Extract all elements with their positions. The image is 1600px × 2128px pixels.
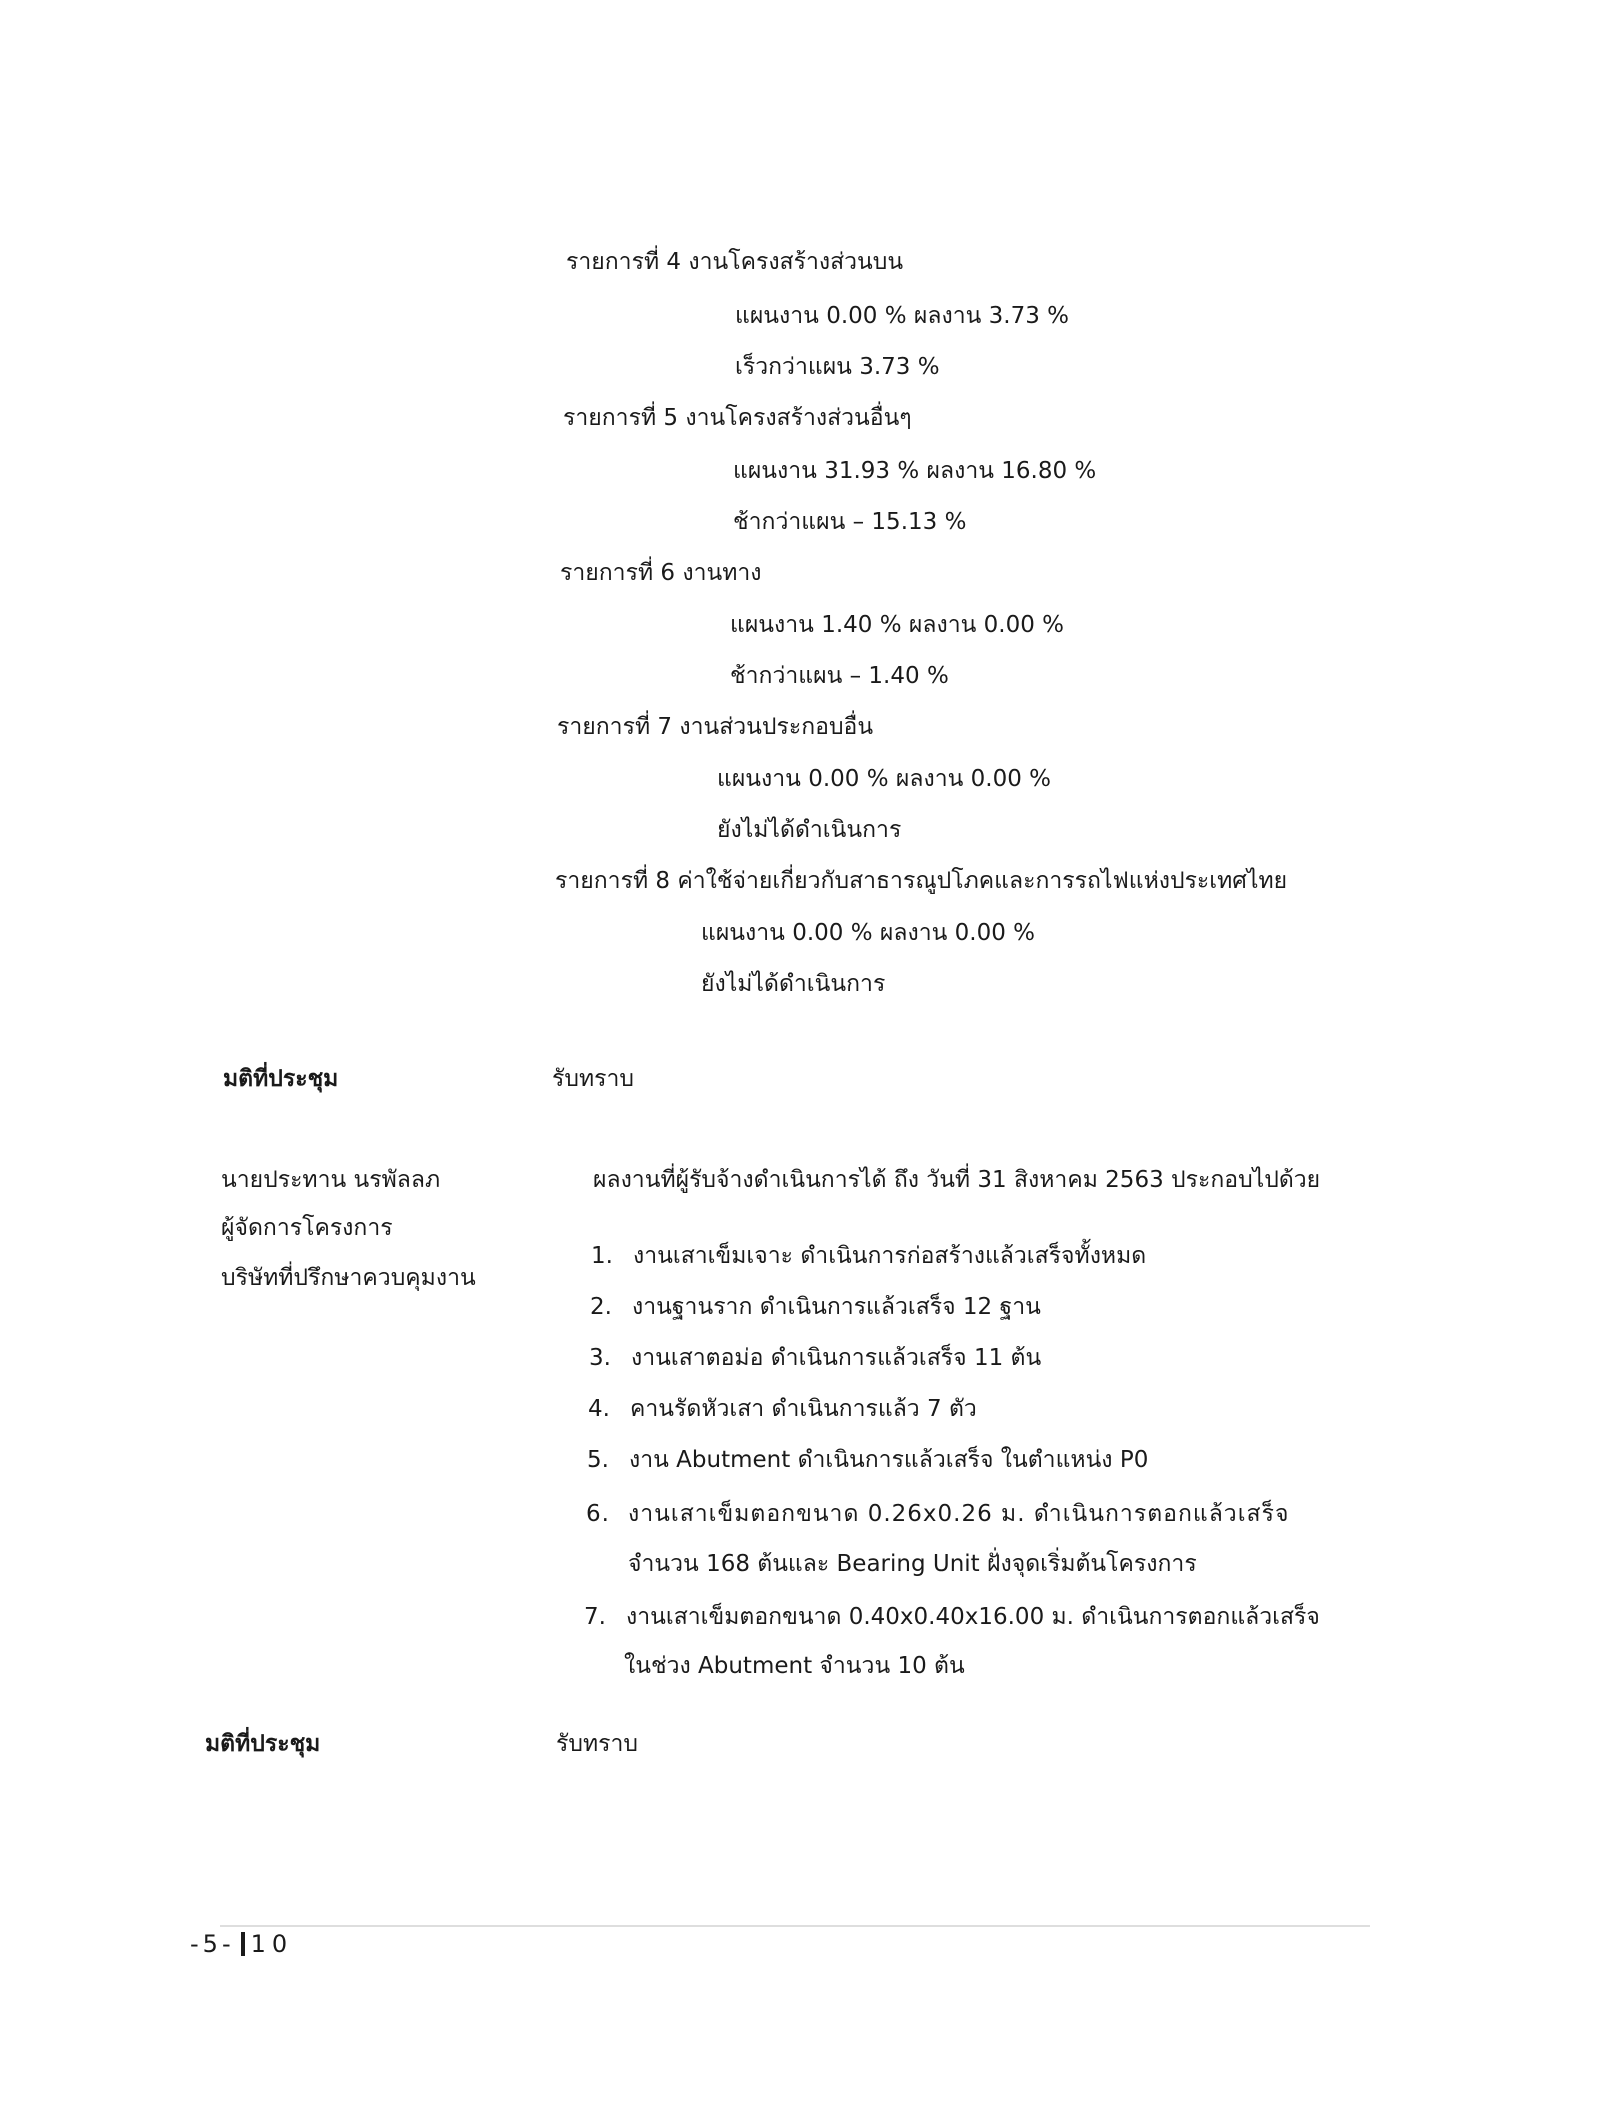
footer-divider [220, 1925, 1370, 1927]
list-item: งานเสาตอม่อ ดำเนินการแล้วเสร็จ 11 ต้น [631, 1345, 1042, 1371]
item-5-status: ช้ากว่าแผน – 15.13 % [733, 509, 967, 535]
item-6-heading: รายการที่ 6 งานทาง [560, 560, 762, 586]
page-total: 10 [250, 1930, 294, 1958]
item-4-status: เร็วกว่าแผน 3.73 % [735, 354, 940, 380]
list-item: คานรัดหัวเสา ดำเนินการแล้ว 7 ตัว [630, 1396, 977, 1422]
list-item: งาน Abutment ดำเนินการแล้วเสร็จ ในตำแหน่ง P0 [629, 1447, 1149, 1473]
resolution-label: มติที่ประชุม [223, 1066, 339, 1092]
list-item-continuation: จำนวน 168 ต้นและ Bearing Unit ฝั่งจุดเริ่มต้นโครงการ [628, 1551, 1197, 1577]
list-item: งานเสาเข็มตอกขนาด 0.26x0.26 ม. ดำเนินการตอกแล้วเสร็จ [628, 1501, 1290, 1527]
speaker-name: นายประทาน นรพัลลภ [221, 1167, 441, 1193]
item-8-heading: รายการที่ 8 ค่าใช้จ่ายเกี่ยวกับสาธารณูปโภคและการรถไฟแห่งประเทศไทย [555, 868, 1288, 894]
list-item: งานฐานราก ดำเนินการแล้วเสร็จ 12 ฐาน [632, 1294, 1041, 1320]
list-item-number: 7. [584, 1604, 606, 1630]
item-7-heading: รายการที่ 7 งานส่วนประกอบอื่น [557, 714, 874, 740]
list-item-number: 5. [587, 1447, 609, 1473]
item-5-heading: รายการที่ 5 งานโครงสร้างส่วนอื่นๆ [563, 405, 912, 431]
speaker-position: ผู้จัดการโครงการ [221, 1215, 393, 1241]
resolution-value: รับทราบ [552, 1066, 634, 1092]
speaker-company: บริษัทที่ปรึกษาควบคุมงาน [221, 1265, 476, 1291]
list-item-number: 1. [591, 1243, 613, 1269]
list-item-number: 2. [590, 1294, 612, 1320]
resolution-value: รับทราบ [556, 1731, 638, 1757]
list-item: งานเสาเข็มตอกขนาด 0.40x0.40x16.00 ม. ดำเนินการตอกแล้วเสร็จ [626, 1604, 1320, 1630]
list-item-continuation: ในช่วง Abutment จำนวน 10 ต้น [624, 1653, 965, 1679]
list-item-number: 3. [589, 1345, 611, 1371]
footer-separator [241, 1932, 245, 1956]
list-item: งานเสาเข็มเจาะ ดำเนินการก่อสร้างแล้วเสร็จทั้งหมด [633, 1243, 1147, 1269]
list-item-number: 6. [586, 1501, 610, 1527]
list-item-number: 4. [588, 1396, 610, 1422]
item-6-status: ช้ากว่าแผน – 1.40 % [730, 663, 949, 689]
item-6-plan: แผนงาน 1.40 % ผลงาน 0.00 % [730, 612, 1065, 638]
page-number: -5- 10 [190, 1930, 294, 1958]
item-7-status: ยังไม่ได้ดำเนินการ [717, 817, 902, 843]
item-4-heading: รายการที่ 4 งานโครงสร้างส่วนบน [566, 249, 904, 275]
page-current: 5 [202, 1930, 222, 1958]
item-7-plan: แผนงาน 0.00 % ผลงาน 0.00 % [717, 766, 1052, 792]
item-5-plan: แผนงาน 31.93 % ผลงาน 16.80 % [733, 458, 1097, 484]
item-8-plan: แผนงาน 0.00 % ผลงาน 0.00 % [701, 920, 1036, 946]
item-8-status: ยังไม่ได้ดำเนินการ [701, 971, 886, 997]
report-intro: ผลงานที่ผู้รับจ้างดำเนินการได้ ถึง วันที่ 31 สิงหาคม 2563 ประกอบไปด้วย [593, 1167, 1321, 1193]
item-4-plan: แผนงาน 0.00 % ผลงาน 3.73 % [735, 303, 1070, 329]
resolution-label: มติที่ประชุม [205, 1731, 321, 1757]
